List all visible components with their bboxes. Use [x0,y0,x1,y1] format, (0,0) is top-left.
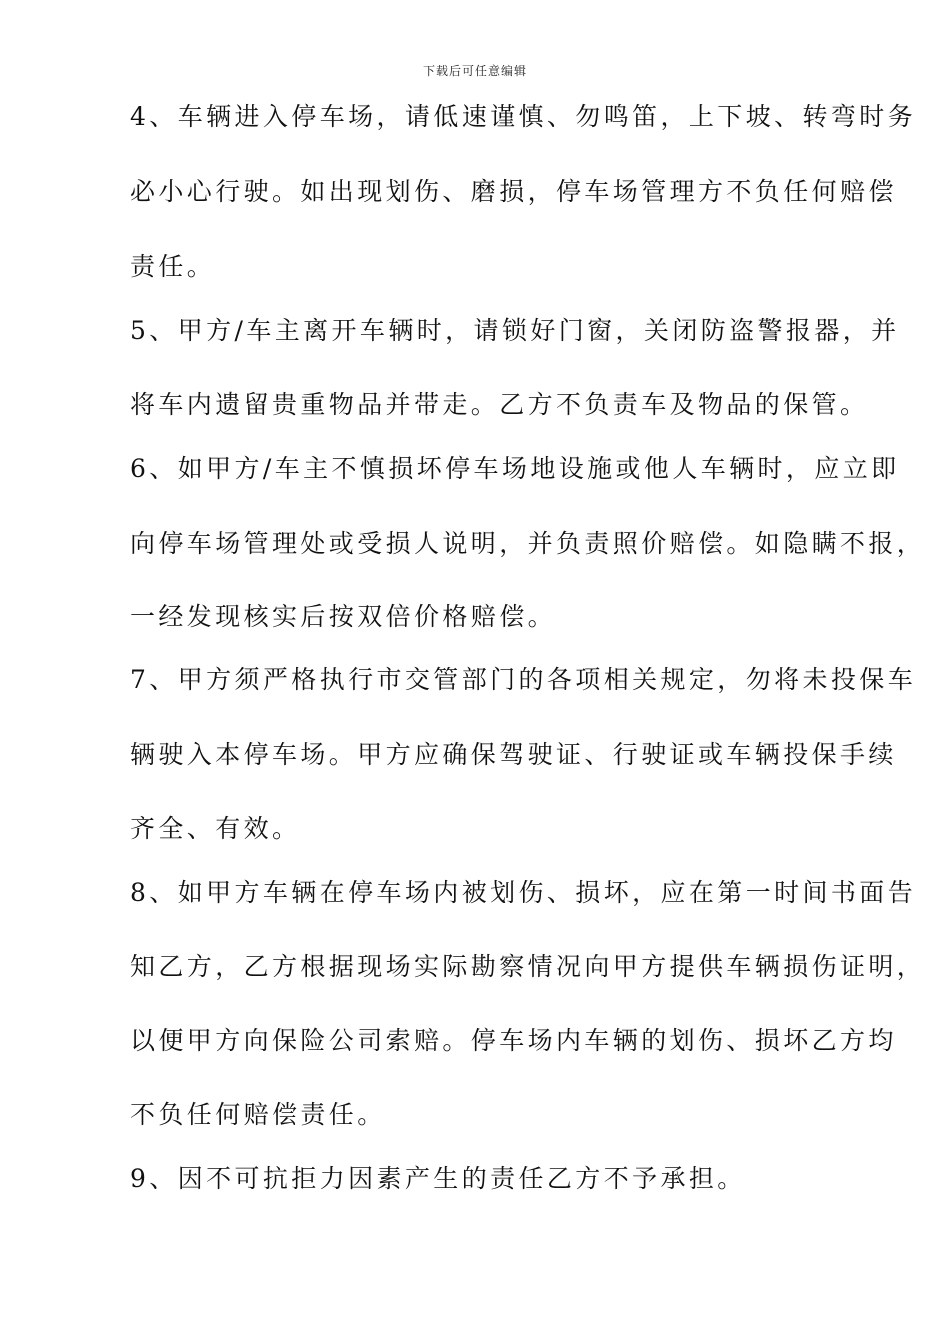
clause-7-line-3: 齐全、有效。 [130,814,301,843]
clause-6-line-2: 向停车场管理处或受损人说明，并负责照价赔偿。如隐瞒不报， [130,529,926,558]
clause-9-line-1: 9、因不可抗拒力因素产生的责任乙方不予承担。 [130,1164,746,1193]
clause-4-line-3: 责任。 [130,252,216,281]
clause-6-line-3: 一经发现核实后按双倍价格赔偿。 [130,602,557,631]
clause-6-line-1: 6、如甲方/车主不慎损坏停车场地设施或他人车辆时，应立即 [130,454,900,483]
clause-5-line-2: 将车内遗留贵重物品并带走。乙方不负责车及物品的保管。 [130,390,869,419]
clause-8-line-3: 以便甲方向保险公司索赔。停车场内车辆的划伤、损坏乙方均 [130,1026,897,1055]
clause-7-line-1: 7、甲方须严格执行市交管部门的各项相关规定，勿将未投保车 [130,665,917,694]
clause-4-line-2: 必小心行驶。如出现划伤、磨损，停车场管理方不负任何赔偿 [130,177,897,206]
clause-8-line-2: 知乙方，乙方根据现场实际勘察情况向甲方提供车辆损伤证明， [130,952,926,981]
clause-4-line-1: 4、车辆进入停车场，请低速谨慎、勿鸣笛，上下坡、转弯时务 [130,102,917,131]
clause-5-line-1: 5、甲方/车主离开车辆时，请锁好门窗，关闭防盗警报器，并 [130,316,900,345]
clause-7-line-2: 辆驶入本停车场。甲方应确保驾驶证、行驶证或车辆投保手续 [130,740,897,769]
clause-8-line-1: 8、如甲方车辆在停车场内被划伤、损坏，应在第一时间书面告 [130,878,917,907]
clause-8-line-4: 不负任何赔偿责任。 [130,1100,386,1129]
page-header: 下载后可任意编辑 [422,64,527,78]
